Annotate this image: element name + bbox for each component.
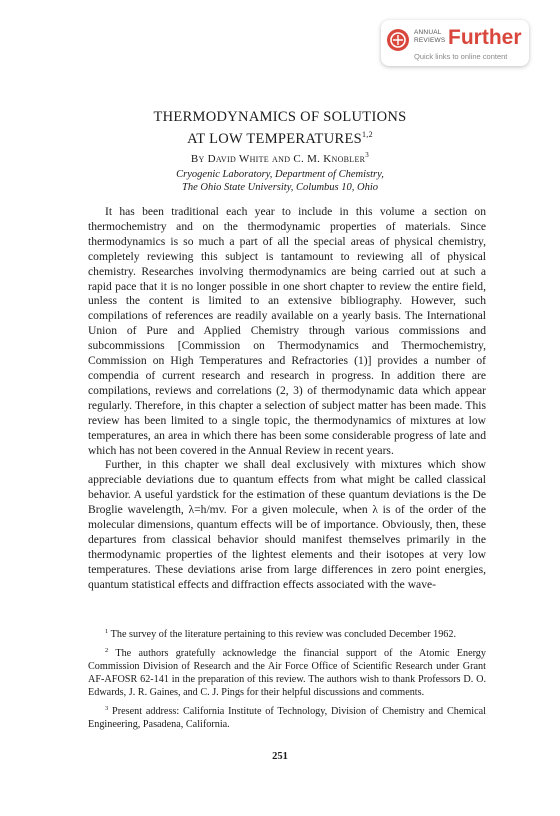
- quick-links-label[interactable]: Quick links to online content: [414, 52, 508, 61]
- footnote-2: $^2$ The authors gratefully acknowledge the financial support of the Atomic Energy Commission Division of Research and the Air Force Office of Scientific Research under Grant AF-AFOSR 62-141 in the preparation of this review. The authors wish to thank Professors D. O. Edwards, J. R. Gaines, and C. J. Pings for their helpful discussions and comments.: [88, 647, 486, 698]
- authors-line: By David White and C. M. Knobler$^3$: [190, 151, 370, 165]
- page-number: 251: [272, 751, 288, 762]
- annual-reviews-wordmark: [414, 29, 445, 44]
- further-badge[interactable]: [381, 20, 529, 66]
- affiliation-line-1: Cryogenic Laboratory, Department of Chemistry,: [176, 169, 384, 180]
- author-footnote-mark: 3: [365, 151, 370, 159]
- footnote-1: $^1$ The survey of the literature pertaining to this review was concluded December 1962.: [105, 628, 457, 640]
- footnotes: [88, 625, 486, 734]
- annual-label: ANNUAL: [414, 29, 442, 36]
- further-label[interactable]: Further: [448, 26, 522, 49]
- title-line-2: AT LOW TEMPERATURES$^{1,2}$: [187, 130, 373, 147]
- annual-reviews-logo-icon: [387, 29, 409, 51]
- reviews-label: REVIEWS: [414, 36, 446, 44]
- body-paragraph-2: Further, in this chapter we shall deal exclusively with mixtures which show appreciable deviations due to quantum effects from what might be called classical behavior. A useful yardstick for the estimation of these quantum deviations is the De Broglie wavelength, λ=h/mv. For a given molecule, when λ is of the order of the molecular dimensions, quantum effects will be of importance. Obviously, then, these departures from classical behavior should manifest themselves primarily in the thermodynamic properties of the lightest elements and their isotopes at very low temperatures. These deviations arise from large differences in zero point energies, quantum statistical effects and diffraction effects associated with the wave-: [88, 458, 486, 591]
- footnote-3: $^3$ Present address: California Institute of Technology, Division of Chemistry and Chemical Engineering, Pasadena, California.: [88, 705, 486, 730]
- title-line-1: THERMODYNAMICS OF SOLUTIONS: [153, 109, 407, 125]
- title-footnote-marks: 1,2: [361, 130, 373, 139]
- body-paragraph-1: It has been traditional each year to include in this volume a section on thermochemistry and on the thermodynamic properties of materials. Since thermodynamics is so much a part of all the special areas of physical chemistry, completely reviewing this subject is tantamount to reviewing all of physical chemistry. Researches involving thermodynamics are being carried out at such a rapid pace that it is no longer possible in one short chapter to review the entire field, unless the content is limited to an extensive bibliography. However, such compilations of references are readily available on a yearly basis. The International Union of Pure and Applied Chemistry through various commissions and subcommissions [Commission on Thermodynamics and Thermochemistry, Commission on High Temperatures and Refractories (1)] provides a number of compendia of current research and research in progress. In addition there are compilations, reviews and correlations (2, 3) of thermodynamic data which appear regularly. Therefore, in this chapter a selection of subject matter has been made. This review has been limited to a single topic, the thermodynamics of mixtures at low temperatures, an area in which there has been some considerable progress of late and which has not been covered in the Annual Review in recent years.: [88, 205, 486, 457]
- affiliation-line-2: The Ohio State University, Columbus 10, Ohio: [182, 182, 378, 193]
- article-body: [88, 205, 486, 593]
